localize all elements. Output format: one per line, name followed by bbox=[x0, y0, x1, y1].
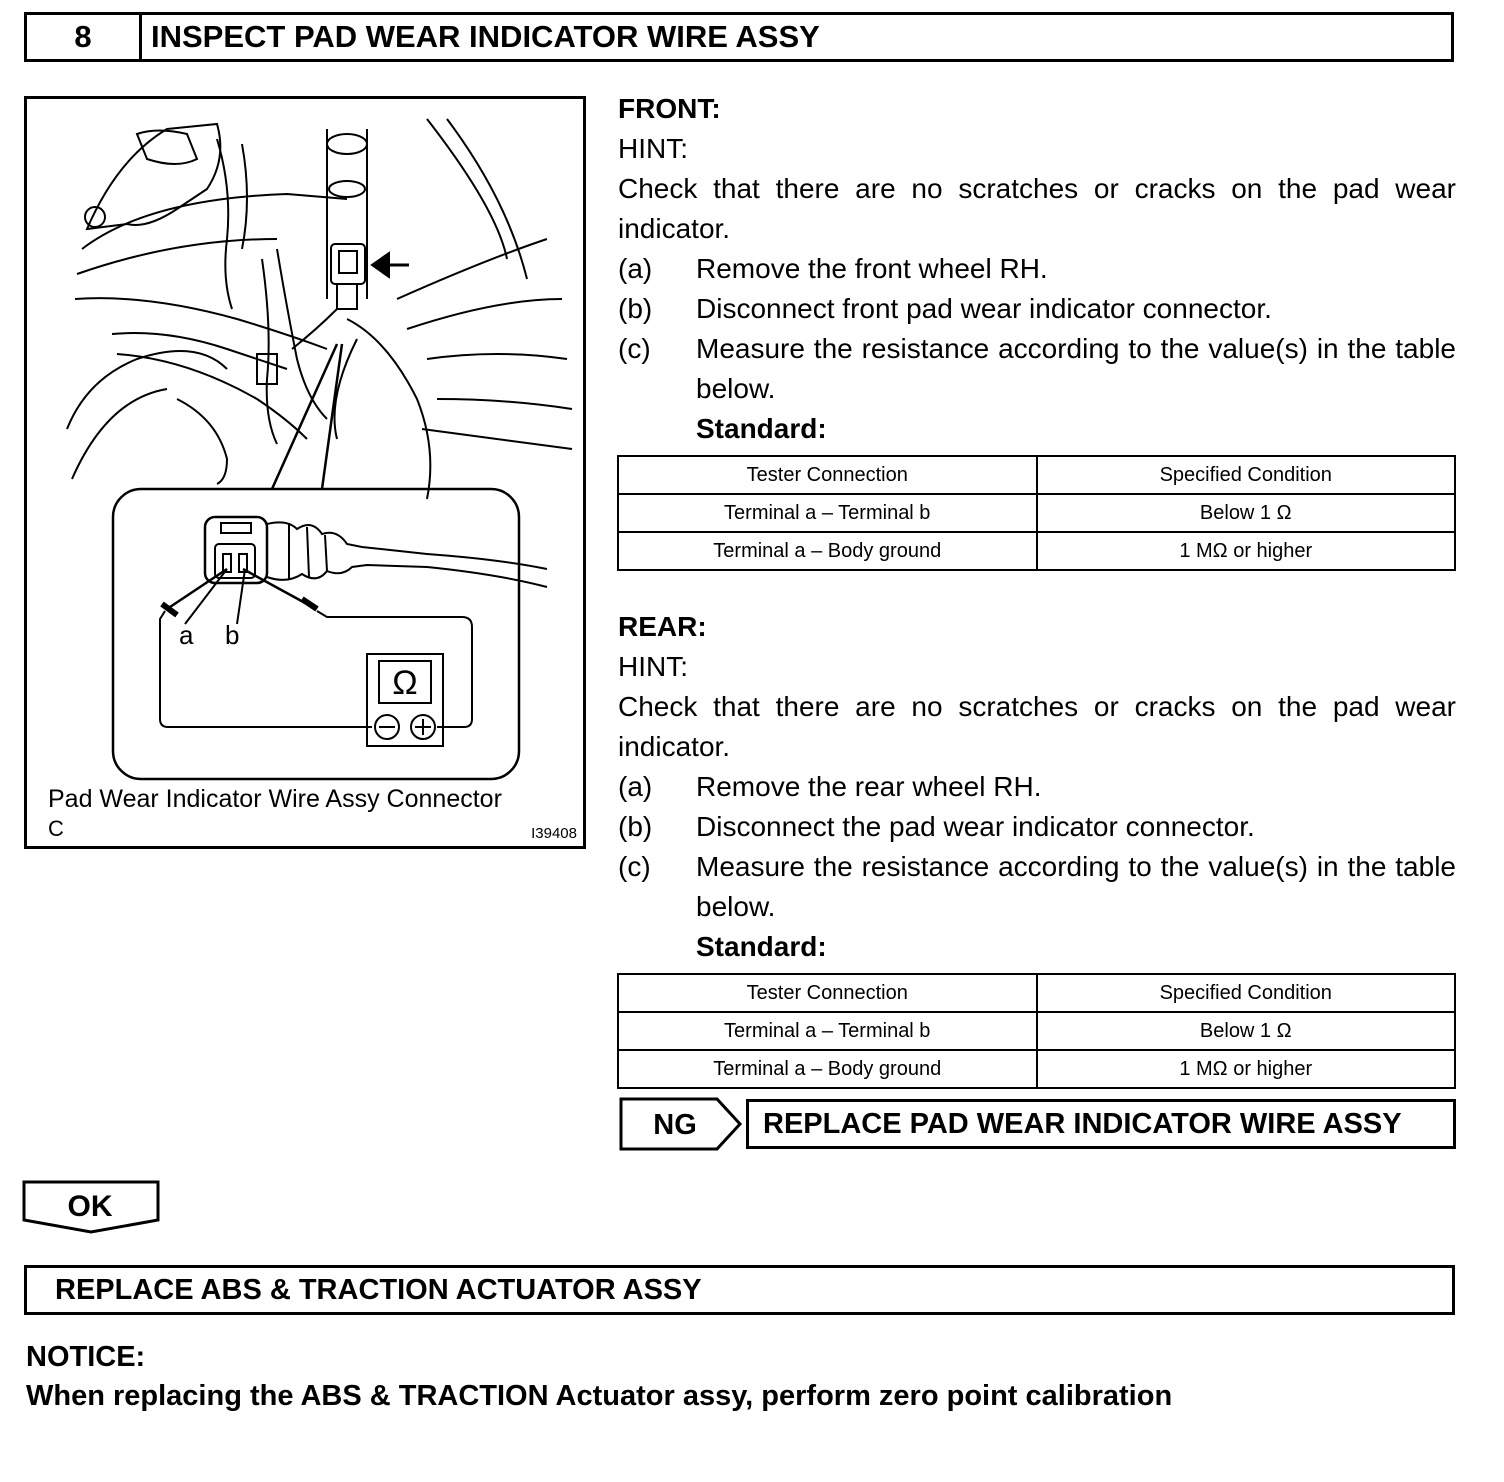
front-heading: FRONT: bbox=[618, 93, 721, 124]
table-cell: 1 MΩ or higher bbox=[1037, 532, 1456, 570]
rear-hint-label: HINT: bbox=[618, 651, 688, 682]
ng-label: NG bbox=[653, 1109, 697, 1141]
table-cell: 1 MΩ or higher bbox=[1037, 1050, 1456, 1088]
front-step-b-marker: (b) bbox=[618, 293, 653, 324]
rear-step-c-marker: (c) bbox=[618, 851, 651, 882]
rear-step-a-marker: (a) bbox=[618, 771, 653, 802]
front-step-c-text: Measure the resistance according to the value(s) in the table below. bbox=[696, 333, 1456, 404]
table-cell: Terminal a – Terminal b bbox=[618, 1012, 1037, 1050]
notice-text: When replacing the ABS & TRACTION Actuator assy, perform zero point calibration bbox=[26, 1380, 1173, 1412]
table-header-row bbox=[618, 456, 1455, 494]
table-header-cell: Tester Connection bbox=[618, 456, 1037, 494]
table-row bbox=[618, 1012, 1455, 1050]
table-cell: Terminal a – Body ground bbox=[618, 532, 1037, 570]
ng-arrow-badge bbox=[619, 1097, 743, 1151]
table-cell: Terminal a – Body ground bbox=[618, 1050, 1037, 1088]
rear-step-b-marker: (b) bbox=[618, 811, 653, 842]
front-step-a-text: Remove the front wheel RH. bbox=[696, 253, 1048, 284]
view-letter: C bbox=[48, 816, 64, 841]
illustration-drawing bbox=[27, 99, 583, 846]
rear-standard-label: Standard: bbox=[696, 931, 827, 962]
ok-arrow-badge bbox=[22, 1180, 162, 1236]
terminal-b-label: b bbox=[225, 620, 240, 650]
table-header-row bbox=[618, 974, 1455, 1012]
table-row bbox=[618, 1050, 1455, 1088]
ng-action-box bbox=[746, 1099, 1456, 1149]
ok-label: OK bbox=[67, 1190, 113, 1223]
notice-label: NOTICE: bbox=[26, 1341, 146, 1373]
table-cell: Below 1 Ω bbox=[1037, 1012, 1456, 1050]
table-row bbox=[618, 532, 1455, 570]
rear-step-c-text: Measure the resistance according to the value(s) in the table below. bbox=[696, 851, 1456, 922]
figure-caption: Pad Wear Indicator Wire Assy Connector bbox=[48, 785, 502, 813]
final-action-text: REPLACE ABS & TRACTION ACTUATOR ASSY bbox=[55, 1274, 702, 1306]
figure-id: I39408 bbox=[531, 825, 577, 842]
table-cell: Terminal a – Terminal b bbox=[618, 494, 1037, 532]
table-header-cell: Tester Connection bbox=[618, 974, 1037, 1012]
front-hint-label: HINT: bbox=[618, 133, 688, 164]
table-cell: Below 1 Ω bbox=[1037, 494, 1456, 532]
rear-heading: REAR: bbox=[618, 611, 707, 642]
front-standard-label: Standard: bbox=[696, 413, 827, 444]
step-title: INSPECT PAD WEAR INDICATOR WIRE ASSY bbox=[151, 19, 820, 54]
rear-spec-table bbox=[617, 973, 1456, 1089]
rear-hint-text: Check that there are no scratches or cracks on the pad wear indicator. bbox=[618, 691, 1456, 762]
front-spec-table bbox=[617, 455, 1456, 571]
table-header-cell: Specified Condition bbox=[1037, 456, 1456, 494]
ng-action-text: REPLACE PAD WEAR INDICATOR WIRE ASSY bbox=[763, 1108, 1402, 1140]
front-step-a-marker: (a) bbox=[618, 253, 653, 284]
rear-step-a-text: Remove the rear wheel RH. bbox=[696, 771, 1042, 802]
step-header bbox=[24, 12, 1454, 62]
ohm-symbol: Ω bbox=[392, 664, 418, 702]
table-header-cell: Specified Condition bbox=[1037, 974, 1456, 1012]
terminal-a-label: a bbox=[179, 620, 194, 650]
rear-step-b-text: Disconnect the pad wear indicator connector. bbox=[696, 811, 1255, 842]
table-row bbox=[618, 494, 1455, 532]
front-step-c-marker: (c) bbox=[618, 333, 651, 364]
connector-illustration bbox=[24, 96, 586, 849]
final-action-box bbox=[24, 1265, 1455, 1315]
front-hint-text: Check that there are no scratches or cracks on the pad wear indicator. bbox=[618, 173, 1456, 244]
front-step-b-text: Disconnect front pad wear indicator connector. bbox=[696, 293, 1272, 324]
step-number: 8 bbox=[27, 15, 142, 59]
